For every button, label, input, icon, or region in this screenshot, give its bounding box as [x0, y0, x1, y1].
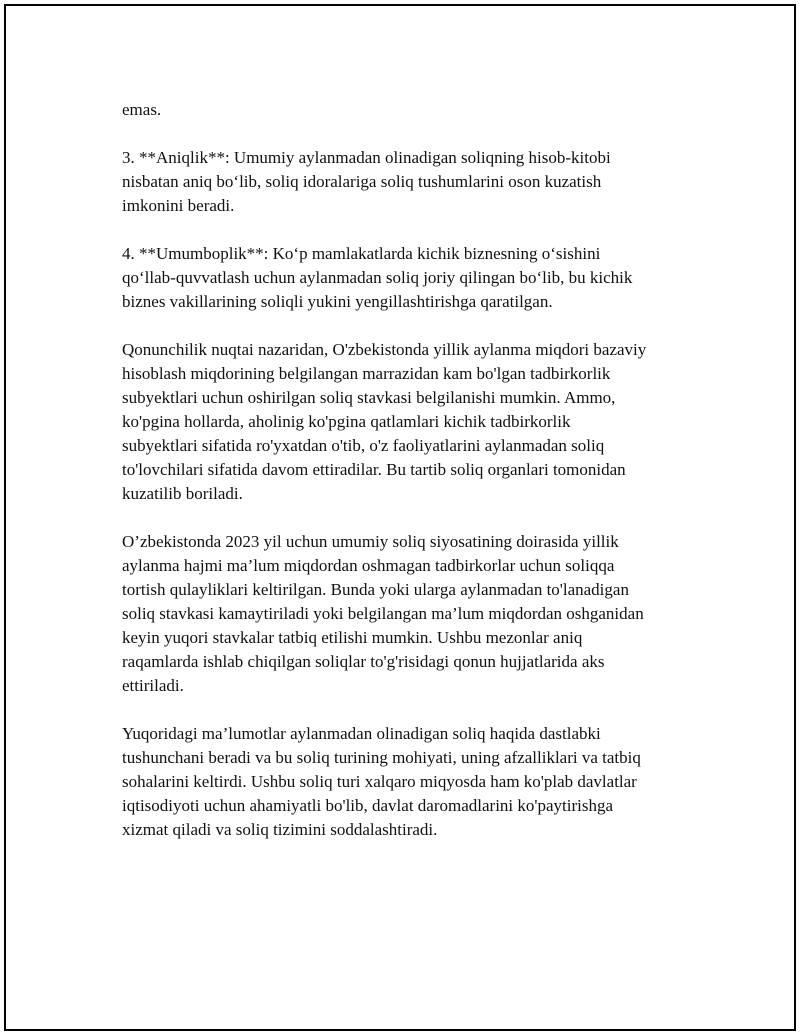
text-line: biznes vakillarining soliqli yukini yengillashtirishga qaratilgan.	[122, 292, 553, 311]
text-line: soliq stavkasi kamaytiriladi yoki belgilangan ma’lum miqdordan oshganidan	[122, 604, 644, 623]
text-line: tushunchani beradi va bu soliq turining mohiyati, uning afzalliklari va tatbiq	[122, 748, 641, 767]
document-body	[122, 98, 702, 866]
text-line: ettiriladi.	[122, 676, 184, 695]
text-line: subyektlari sifatida ro'yxatdan o'tib, o'z faoliyatlarini aylanmadan soliq	[122, 436, 605, 455]
text-line: qo‘llab-quvvatlash uchun aylanmadan soliq joriy qilingan bo‘lib, bu kichik	[122, 268, 633, 287]
paragraph-conclusion	[122, 722, 702, 842]
text-line: kuzatilib boriladi.	[122, 484, 243, 503]
paragraph-umumboplik	[122, 242, 702, 314]
text-line: Yuqoridagi ma’lumotlar aylanmadan olinadigan soliq haqida dastlabki	[122, 724, 601, 743]
text-line: tortish qulayliklari keltirilgan. Bunda yoki ularga aylanmadan to'lanadigan	[122, 580, 629, 599]
text-line: xizmat qiladi va soliq tizimini soddalashtiradi.	[122, 820, 438, 839]
text-line: to'lovchilari sifatida davom ettiradilar. Bu tartib soliq organlari tomonidan	[122, 460, 626, 479]
text-line: imkonini beradi.	[122, 196, 235, 215]
text-line: aylanma hajmi ma’lum miqdordan oshmagan tadbirkorlar uchun soliqqa	[122, 556, 615, 575]
paragraph-continuation	[122, 98, 702, 122]
text-line: raqamlarda ishlab chiqilgan soliqlar to'g'risidagi qonun hujjatlarida aks	[122, 652, 605, 671]
text-line: iqtisodiyoti uchun ahamiyatli bo'lib, davlat daromadlarini ko'paytirishga	[122, 796, 613, 815]
paragraph-qonunchilik	[122, 338, 702, 506]
text-line: O’zbekistonda 2023 yil uchun umumiy soliq siyosatining doirasida yillik	[122, 532, 619, 551]
text-line: ko'pgina hollarda, aholinig ko'pgina qatlamlari kichik tadbirkorlik	[122, 412, 571, 431]
text-line: subyektlari uchun oshirilgan soliq stavkasi belgilanishi mumkin. Ammo,	[122, 388, 616, 407]
text-line: keyin yuqori stavkalar tatbiq etilishi mumkin. Ushbu mezonlar aniq	[122, 628, 583, 647]
text-line: Qonunchilik nuqtai nazaridan, O'zbekistonda yillik aylanma miqdori bazaviy	[122, 340, 647, 359]
text-line: 4. **Umumboplik**: Ko‘p mamlakatlarda kichik biznesning o‘sishini	[122, 244, 601, 263]
text-line: hisoblash miqdorining belgilangan marrazidan kam bo'lgan tadbirkorlik	[122, 364, 611, 383]
text-line: sohalarini keltirdi. Ushbu soliq turi xalqaro miqyosda ham ko'plab davlatlar	[122, 772, 637, 791]
page-frame	[4, 4, 796, 1031]
text-line: nisbatan aniq bo‘lib, soliq idoralariga soliq tushumlarini oson kuzatish	[122, 172, 602, 191]
text-line: 3. **Aniqlik**: Umumiy aylanmadan olinadigan soliqning hisob-kitobi	[122, 148, 611, 167]
paragraph-aniqlik	[122, 146, 702, 218]
paragraph-2023-policy	[122, 530, 702, 698]
text-line: emas.	[122, 100, 162, 119]
